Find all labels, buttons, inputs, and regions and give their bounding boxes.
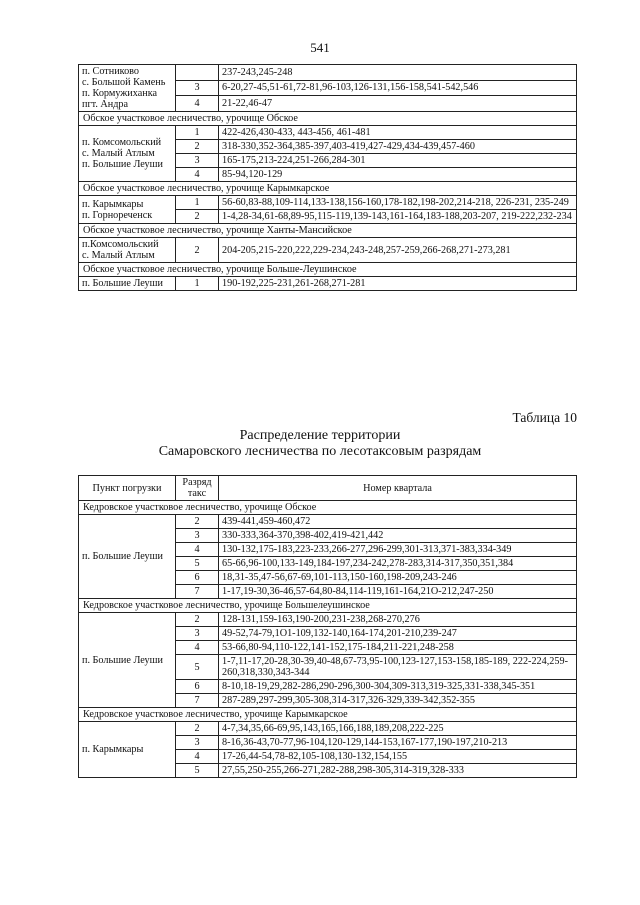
rank-cell: 6 [176, 680, 219, 694]
rank-cell: 4 [176, 96, 219, 112]
rank-cell [176, 65, 219, 81]
loading-point-cell: п. Большие Леуши [79, 515, 176, 599]
section-header-row [79, 501, 577, 515]
header-quarter-number: Номер квартала [219, 476, 577, 501]
table-title [0, 428, 640, 460]
rank-cell: 4 [176, 641, 219, 655]
rank-cell: 3 [176, 736, 219, 750]
table-label: Таблица 10 [512, 410, 577, 425]
table-title-line-1: Распределение территории [239, 428, 401, 443]
rank-cell: 2 [176, 722, 219, 736]
loading-point-cell: п. Карымкары [79, 722, 176, 778]
quarters-cell: 49-52,74-79,1О1-109,132-140,164-174,201-210,239-247 [219, 627, 577, 641]
quarters-cell: 53-66,80-94,110-122,141-152,175-184,211-221,248-258 [219, 641, 577, 655]
quarters-cell: 65-66,96-100,133-149,184-197,234-242,278-283,314-317,350,351,384 [219, 557, 577, 571]
table-row [79, 126, 577, 140]
rank-cell: 4 [176, 750, 219, 764]
quarters-cell: 85-94,120-129 [219, 168, 577, 182]
table-row [79, 277, 577, 291]
rank-cell: 1 [176, 126, 219, 140]
section-header-row [79, 182, 577, 196]
loading-point-cell: п. Комсомольский с. Малый Атлым п. Большие Леуши [79, 126, 176, 182]
quarters-cell: 21-22,46-47 [219, 96, 577, 112]
quarters-cell: 190-192,225-231,261-268,271-281 [219, 277, 577, 291]
loading-point-cell: п. Сотниково с. Большой Камень п. Кормужиханка пгт. Андра [79, 65, 176, 112]
rank-cell: 5 [176, 764, 219, 778]
table-row [79, 515, 577, 529]
header-rank: Разряд такс [176, 476, 219, 501]
quarters-cell: 17-26,44-54,78-82,105-108,130-132,154,155 [219, 750, 577, 764]
quarters-cell: 330-333,364-370,398-402,419-421,442 [219, 529, 577, 543]
samarovo-forest-rank-table [78, 475, 577, 778]
table-row [79, 196, 577, 210]
quarters-cell: 27,55,250-255,266-271,282-288,298-305,314-319,328-333 [219, 764, 577, 778]
quarters-cell: 8-16,36-43,70-77,96-104,120-129,144-153,167-177,190-197,210-213 [219, 736, 577, 750]
rank-cell: 2 [176, 210, 219, 224]
rank-cell: 5 [176, 557, 219, 571]
table-header-row [79, 476, 577, 501]
rank-cell: 3 [176, 80, 219, 96]
section-header-row [79, 599, 577, 613]
quarters-cell: 18,31-35,47-56,67-69,101-113,150-160,198-209,243-246 [219, 571, 577, 585]
quarters-cell: 422-426,430-433, 443-456, 461-481 [219, 126, 577, 140]
rank-cell: 1 [176, 277, 219, 291]
quarters-cell: 128-131,159-163,190-200,231-238,268-270,276 [219, 613, 577, 627]
quarters-cell: 6-20,27-45,51-61,72-81,96-103,126-131,156-158,541-542,546 [219, 80, 577, 96]
section-title: Обское участковое лесничество, урочище Обское [79, 112, 577, 126]
table-row [79, 238, 577, 263]
quarters-cell: 130-132,175-183,223-233,266-277,296-299,301-313,371-383,334-349 [219, 543, 577, 557]
section-title: Обское участковое лесничество, урочище Карымкарское [79, 182, 577, 196]
rank-cell: 1 [176, 196, 219, 210]
rank-cell: 6 [176, 571, 219, 585]
rank-cell: 2 [176, 238, 219, 263]
quarters-cell: 318-330,352-364,385-397,403-419,427-429,434-439,457-460 [219, 140, 577, 154]
quarters-cell: 237-243,245-248 [219, 65, 577, 81]
rank-cell: 7 [176, 694, 219, 708]
loading-point-cell: п.Комсомольский с. Малый Атлым [79, 238, 176, 263]
quarters-cell: 1-7,11-17,20-28,30-39,40-48,67-73,95-100,123-127,153-158,185-189, 222-224,259-260,318,330,343-344 [219, 655, 577, 680]
header-loading-point: Пункт погрузки [79, 476, 176, 501]
loading-point-cell: п. Карымкары п. Горнореченск [79, 196, 176, 224]
page-number: 541 [310, 40, 330, 55]
quarters-cell: 1-17,19-30,36-46,57-64,80-84,114-119,161-164,21О-212,247-250 [219, 585, 577, 599]
rank-cell: 4 [176, 543, 219, 557]
table-row [79, 65, 577, 81]
section-title: Обское участковое лесничество, урочище Больше-Леушинское [79, 263, 577, 277]
rank-cell: 7 [176, 585, 219, 599]
quarters-cell: 1-4,28-34,61-68,89-95,115-119,139-143,161-164,183-188,203-207, 219-222,232-234 [219, 210, 577, 224]
quarters-cell: 439-441,459-460,472 [219, 515, 577, 529]
loading-point-cell: п. Большие Леуши [79, 613, 176, 708]
table-row [79, 722, 577, 736]
rank-cell: 2 [176, 613, 219, 627]
rank-cell: 3 [176, 154, 219, 168]
quarters-cell: 4-7,34,35,66-69,95,143,165,166,188,189,208,222-225 [219, 722, 577, 736]
quarters-cell: 8-10,18-19,29,282-286,290-296,300-304,309-313,319-325,331-338,345-351 [219, 680, 577, 694]
table-row [79, 613, 577, 627]
rank-cell: 2 [176, 515, 219, 529]
quarters-cell: 204-205,215-220,222,229-234,243-248,257-259,266-268,271-273,281 [219, 238, 577, 263]
section-header-row [79, 112, 577, 126]
rank-cell: 3 [176, 529, 219, 543]
table-title-line-2: Самаровского лесничества по лесотаксовым разрядам [158, 444, 482, 459]
rank-cell: 3 [176, 627, 219, 641]
rank-cell: 5 [176, 655, 219, 680]
quarters-cell: 56-60,83-88,109-114,133-138,156-160,178-182,198-202,214-218, 226-231, 235-249 [219, 196, 577, 210]
rank-cell: 4 [176, 168, 219, 182]
section-title: Кедровское участковое лесничество, урочище Карымкарское [79, 708, 577, 722]
forest-rank-table-continued [78, 64, 577, 291]
section-title: Кедровское участковое лесничество, урочище Большелеушинское [79, 599, 577, 613]
quarters-cell: 165-175,213-224,251-266,284-301 [219, 154, 577, 168]
section-title: Обское участковое лесничество, урочище Ханты-Мансийское [79, 224, 577, 238]
loading-point-cell: п. Большие Леуши [79, 277, 176, 291]
section-header-row [79, 263, 577, 277]
section-title: Кедровское участковое лесничество, урочище Обское [79, 501, 577, 515]
rank-cell: 2 [176, 140, 219, 154]
section-header-row [79, 224, 577, 238]
quarters-cell: 287-289,297-299,305-308,314-317,326-329,339-342,352-355 [219, 694, 577, 708]
section-header-row [79, 708, 577, 722]
